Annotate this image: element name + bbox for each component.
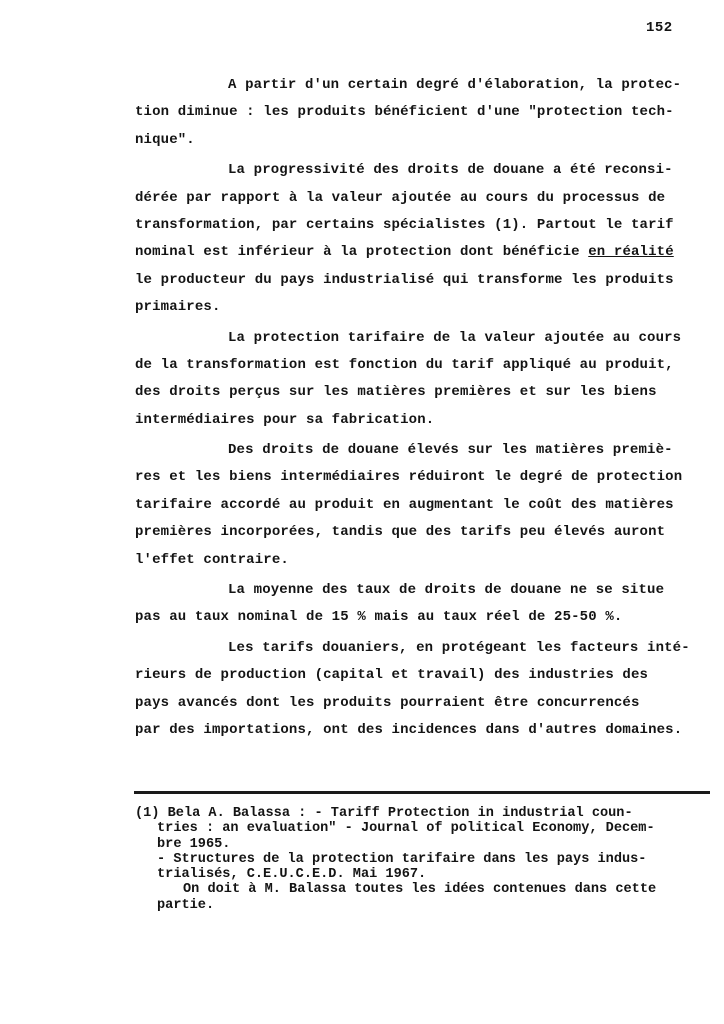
text-line: dérée par rapport à la valeur ajoutée au cours du processus de xyxy=(135,189,666,206)
paragraph-p1 xyxy=(135,72,710,154)
text-line: tion diminue : les produits bénéficient d'une "protection tech- xyxy=(135,104,674,121)
paragraph-p3 xyxy=(135,325,710,435)
text-line: primaires. xyxy=(135,299,221,316)
text-line: intermédiaires pour sa fabrication. xyxy=(135,411,435,428)
footnote-line: tries : an evaluation" - Journal of political Economy, Decem- xyxy=(157,821,655,837)
text-line: pays avancés dont les produits pourraient être concurrencés xyxy=(135,694,640,711)
footnote-line: bre 1965. xyxy=(157,836,231,852)
footnote-separator xyxy=(134,791,710,794)
paragraph-p4 xyxy=(135,437,710,574)
text-line: La protection tarifaire de la valeur ajoutée au cours xyxy=(228,329,682,346)
text-line: Des droits de douane élevés sur les matières premiè- xyxy=(228,442,673,459)
text-line: La progressivité des droits de douane a été reconsi- xyxy=(228,162,673,179)
footnote-line: (1) Bela A. Balassa : - Tariff Protection in industrial coun- xyxy=(135,806,633,821)
text-line: le producteur du pays industrialisé qui transforme les produits xyxy=(135,271,674,288)
page-number: 152 xyxy=(646,20,673,36)
footnote-line: - Structures de la protection tarifaire dans les pays indus- xyxy=(157,851,647,867)
text-line: res et les biens intermédiaires réduiront le degré de protection xyxy=(135,469,683,486)
footnote-line: On doit à M. Balassa toutes les idées contenues dans cette xyxy=(183,882,657,898)
text-line: A partir d'un certain degré d'élaboration, la protec- xyxy=(228,77,682,93)
paragraph-p6 xyxy=(135,635,710,745)
text-segment: nominal est inférieur à la protection dont bénéficie xyxy=(135,244,589,261)
underlined-emphasis: en réalité xyxy=(588,244,674,261)
footnote-line: partie. xyxy=(157,897,215,913)
text-line: l'effet contraire. xyxy=(135,551,289,568)
paragraph-p5 xyxy=(135,577,710,632)
paragraph-p2 xyxy=(135,157,710,321)
text-line: par des importations, ont des incidences dans d'autres domaines. xyxy=(135,721,683,738)
text-line: pas au taux nominal de 15 % mais au taux réel de 25-50 %. xyxy=(135,609,623,626)
text-line: La moyenne des taux de droits de douane ne se situe xyxy=(228,582,665,599)
text-line: premières incorporées, tandis que des tarifs peu élevés auront xyxy=(135,524,666,541)
body-text xyxy=(135,72,710,744)
text-line: des droits perçus sur les matières premières et sur les biens xyxy=(135,384,657,401)
text-line: tarifaire accordé au produit en augmentant le coût des matières xyxy=(135,496,674,513)
text-line: Les tarifs douaniers, en protégeant les facteurs inté- xyxy=(228,639,690,656)
text-line: rieurs de production (capital et travail) des industries des xyxy=(135,667,649,684)
text-line: de la transformation est fonction du tarif appliqué au produit, xyxy=(135,356,674,373)
text-line: nique". xyxy=(135,131,195,148)
text-line xyxy=(135,239,710,266)
footnote-line: trialisés, C.E.U.C.E.D. Mai 1967. xyxy=(157,867,427,883)
footnote xyxy=(135,806,715,913)
text-line: transformation, par certains spécialistes (1). Partout le tarif xyxy=(135,216,674,233)
